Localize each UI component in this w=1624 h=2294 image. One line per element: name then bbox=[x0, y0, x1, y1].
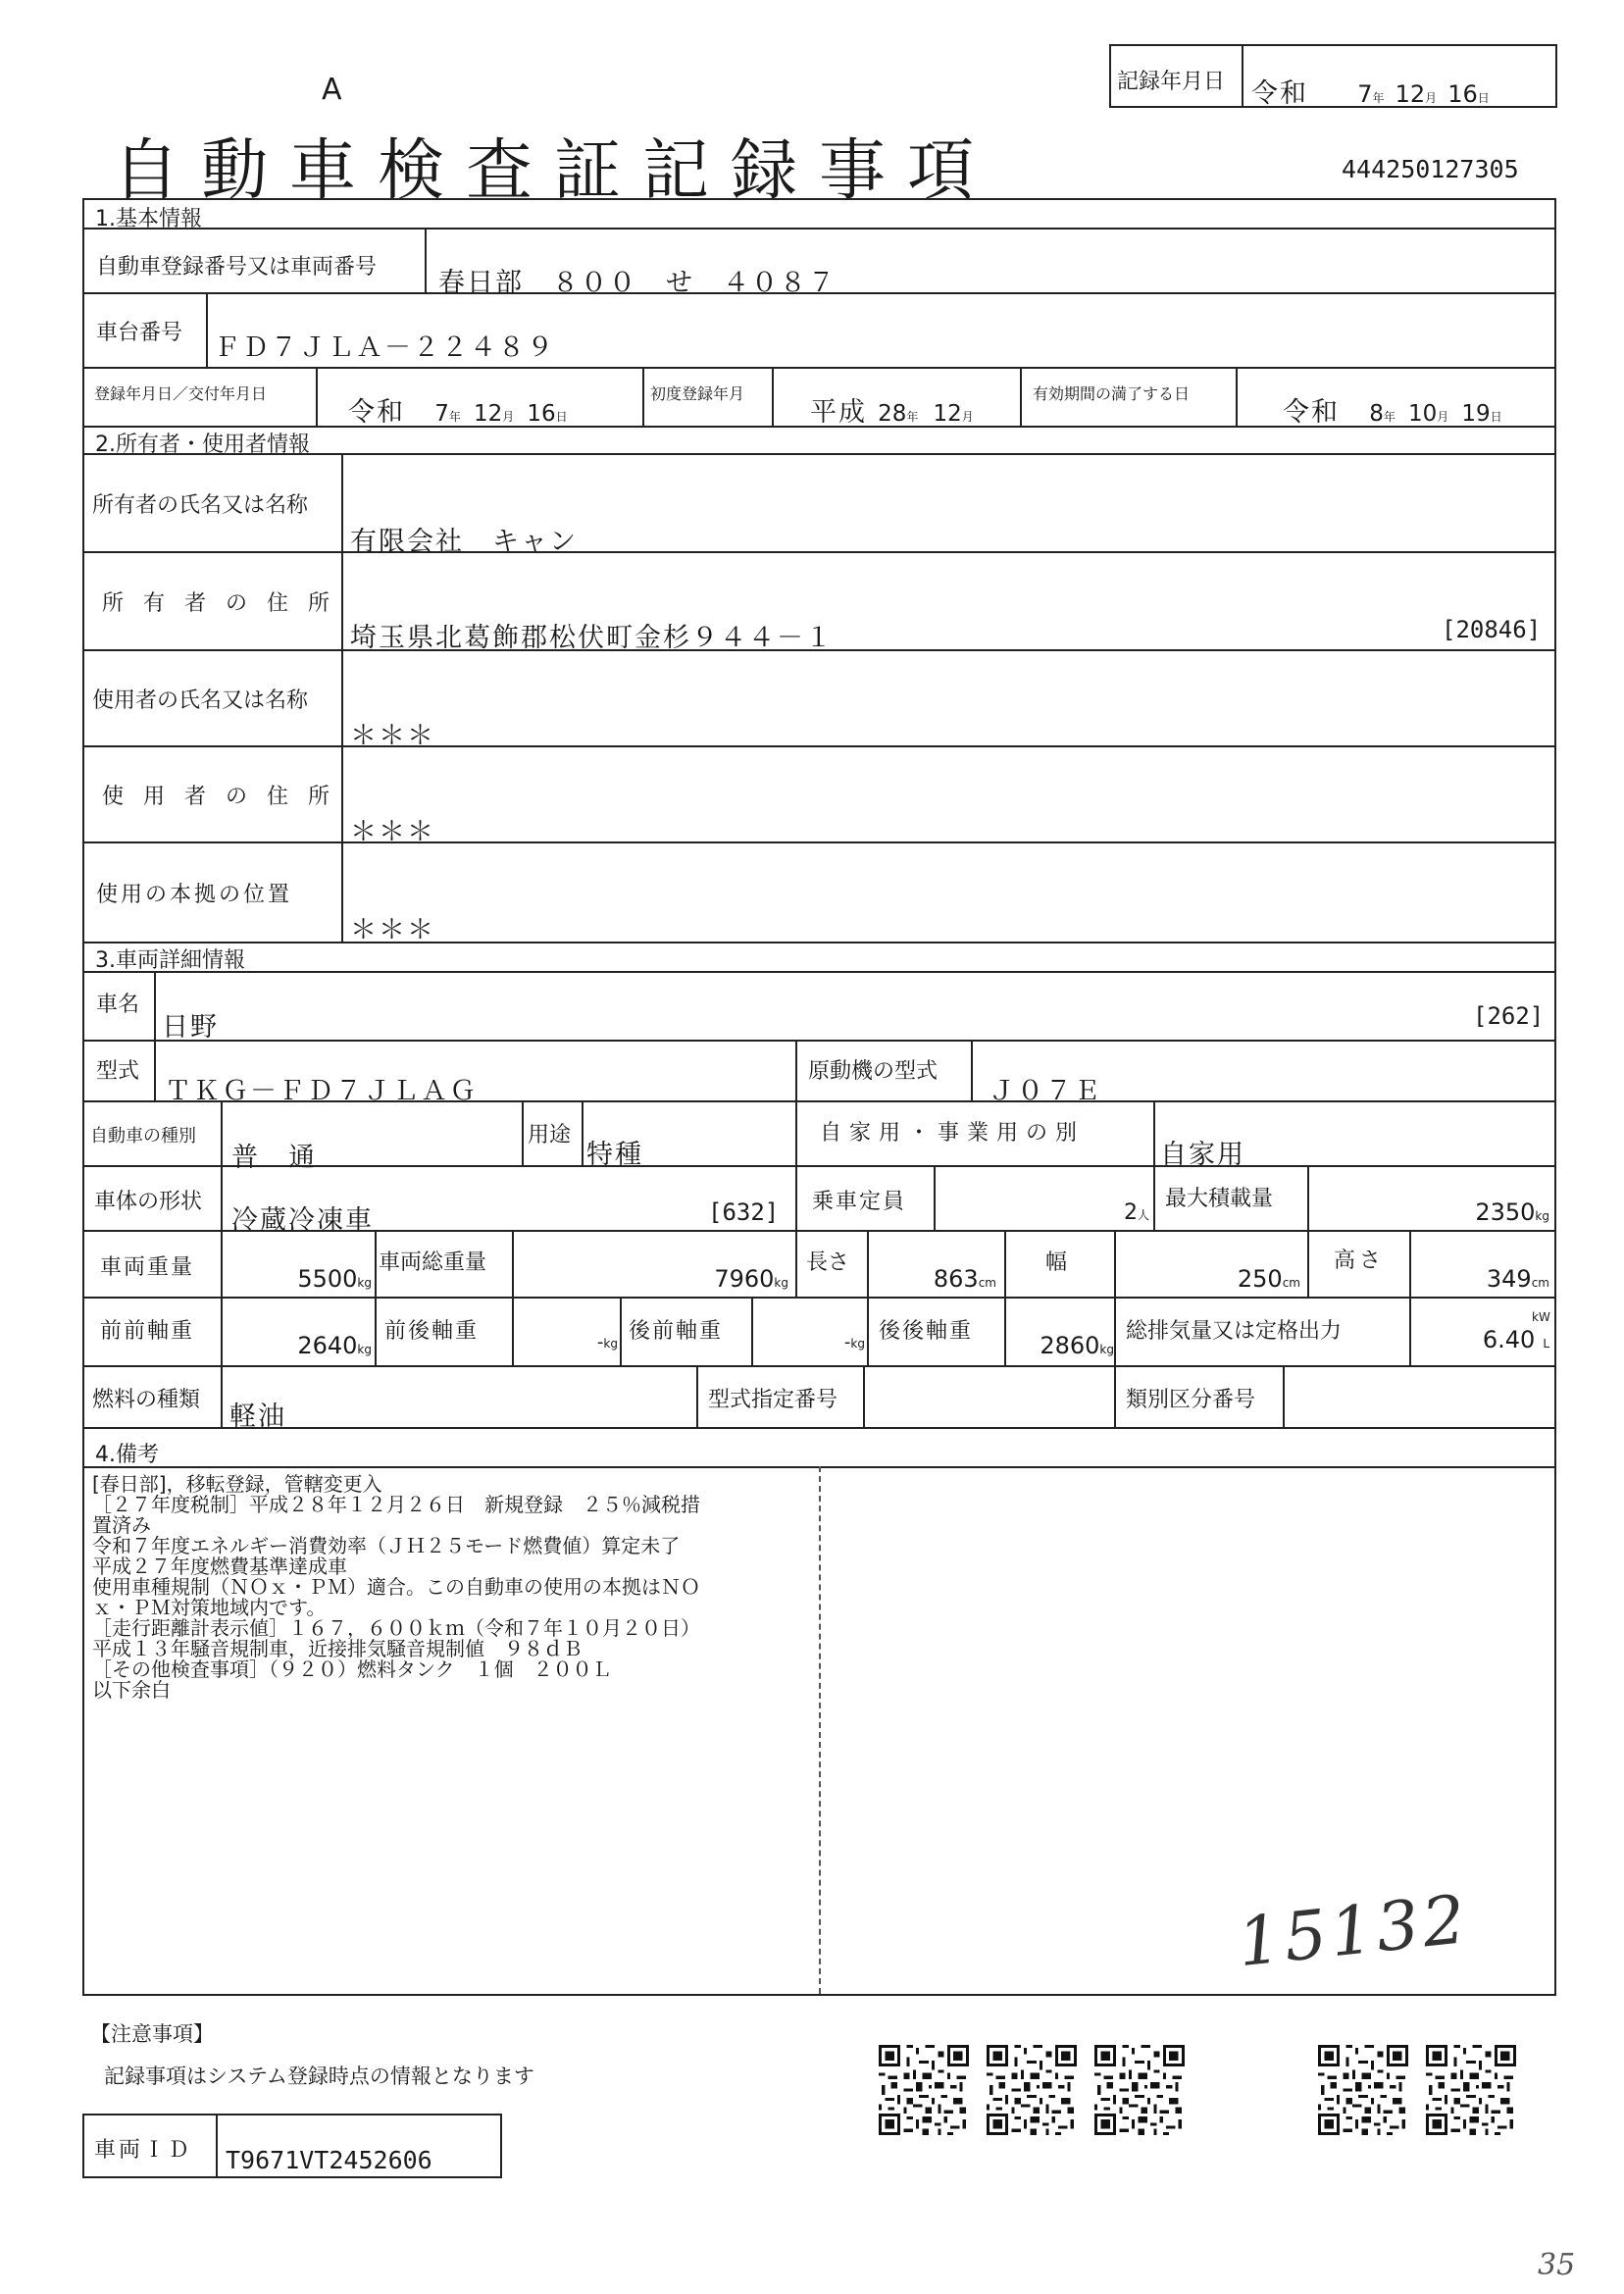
section-owner-title: 2.所有者・使用者情報 bbox=[95, 433, 310, 457]
rf-axle-label: 後前軸重 bbox=[629, 1319, 724, 1344]
vehicle-id-value: T9671VT2452606 bbox=[226, 2146, 432, 2174]
notes-text: 記録事項はシステム登録時点の情報となります bbox=[104, 2065, 534, 2088]
remarks-line: [春日部]，移転登録，管轄変更入 bbox=[92, 1472, 382, 1496]
qr-code-4 bbox=[1318, 2045, 1408, 2135]
section-vehicle-title: 3.車両詳細情報 bbox=[95, 948, 245, 973]
fuel-label: 燃料の種類 bbox=[92, 1388, 201, 1412]
rf-axle-value: -kg bbox=[843, 1332, 865, 1352]
section-remarks-title: 4.備考 bbox=[95, 1443, 159, 1467]
qr-code-5 bbox=[1426, 2045, 1516, 2135]
qr-code-1 bbox=[879, 2045, 969, 2135]
remarks-line: 置済み bbox=[92, 1513, 151, 1537]
weight-label: 車両重量 bbox=[100, 1255, 195, 1280]
width-value: 250cm bbox=[1237, 1265, 1300, 1293]
user-addr-label: 使用者の住所 bbox=[102, 785, 350, 809]
remarks-divider bbox=[819, 1466, 821, 1994]
owner-name-label: 所有者の氏名又は名称 bbox=[92, 493, 309, 518]
purpose-value: 特種 bbox=[586, 1140, 643, 1170]
car-name-value: 日野 bbox=[162, 1012, 219, 1043]
fr-axle-label: 前後軸重 bbox=[384, 1319, 480, 1344]
expiry-label: 有効期間の満了する日 bbox=[1033, 384, 1191, 403]
body-code: [632] bbox=[708, 1198, 780, 1226]
user-addr-value: ＊＊＊ bbox=[350, 817, 435, 847]
private-value: 自家用 bbox=[1160, 1140, 1245, 1170]
section-basic-title: 1.基本情報 bbox=[95, 207, 202, 231]
remarks-line: ［走行距離計表示値］１６７，６００ｋｍ（令和７年１０月２０日） bbox=[92, 1616, 700, 1640]
remarks-line: 平成２７年度燃費基準達成車 bbox=[92, 1555, 347, 1578]
body-label: 車体の形状 bbox=[94, 1190, 203, 1214]
document-title: 自動車検査証記録事項 bbox=[113, 132, 996, 210]
corner-mark: 35 bbox=[1538, 2248, 1576, 2282]
model-label: 型式 bbox=[96, 1059, 140, 1084]
reg-date-value: 令和 7年 12月 16日 bbox=[348, 397, 568, 428]
qr-code-3 bbox=[1094, 2045, 1185, 2135]
ff-axle-value: 2640kg bbox=[297, 1332, 372, 1359]
body-value: 冷蔵冷凍車 bbox=[231, 1205, 374, 1236]
height-value: 349cm bbox=[1486, 1265, 1549, 1293]
length-value: 863cm bbox=[933, 1265, 996, 1293]
owner-addr-value: 埼玉県北葛飾郡松伏町金杉９４４－１ bbox=[350, 623, 834, 653]
length-label: 長さ bbox=[806, 1250, 850, 1275]
rr-axle-label: 後後軸重 bbox=[879, 1319, 974, 1344]
remarks-line: 以下余白 bbox=[92, 1678, 171, 1702]
unit-kw: kW bbox=[1532, 1310, 1550, 1324]
expiry-value: 令和 8年 10月 19日 bbox=[1283, 397, 1502, 428]
kind-label: 自動車の種別 bbox=[90, 1126, 196, 1147]
rr-axle-value: 2860kg bbox=[1040, 1332, 1114, 1359]
document-number: 444250127305 bbox=[1342, 155, 1519, 183]
owner-addr-label: 所有者の住所 bbox=[102, 591, 350, 616]
first-reg-label: 初度登録年月 bbox=[650, 384, 745, 403]
remarks-line: 使用車種規制（ＮＯｘ・ＰＭ）適合。この自動車の使用の本拠はＮＯ bbox=[92, 1575, 700, 1599]
user-name-label: 使用者の氏名又は名称 bbox=[92, 688, 309, 713]
owner-name-value: 有限会社 キャン bbox=[350, 527, 578, 557]
reg-no-value: 春日部 ８００ せ ４０８７ bbox=[438, 268, 837, 298]
remarks-line: ［その他検査事項］（９２０）燃料タンク １個 ２００Ｌ bbox=[92, 1657, 612, 1681]
qr-code-2 bbox=[987, 2045, 1077, 2135]
model-value: ＴＫＧ－ＦＤ７ＪＬＡＧ bbox=[165, 1076, 478, 1106]
chassis-value: ＦＤ７ＪＬＡ－２２４８９ bbox=[214, 332, 555, 363]
remarks-line: 令和７年度エネルギー消費効率（ＪＨ２５モード燃費値）算定未了 bbox=[92, 1534, 681, 1557]
first-reg-value: 平成 28年 12月 bbox=[810, 397, 974, 428]
type-designation-label: 型式指定番号 bbox=[708, 1388, 838, 1412]
vehicle-id-label: 車両ＩＤ bbox=[94, 2138, 193, 2163]
user-name-value: ＊＊＊ bbox=[350, 721, 435, 751]
fr-axle-value: -kg bbox=[596, 1332, 618, 1352]
chassis-label: 車台番号 bbox=[96, 321, 183, 345]
height-label: 高さ bbox=[1334, 1249, 1386, 1273]
displacement-value: 6.40 L bbox=[1482, 1326, 1549, 1353]
form-mark: A bbox=[322, 73, 342, 107]
capacity-value: 2人 bbox=[1123, 1200, 1149, 1225]
remarks-line: ［２７年度税制］平成２８年１２月２６日 新規登録 ２５％減税措 bbox=[92, 1493, 700, 1516]
car-name-code: [262] bbox=[1473, 1002, 1545, 1030]
private-label: 自家用・事業用の別 bbox=[820, 1121, 1086, 1146]
engine-label: 原動機の型式 bbox=[808, 1059, 939, 1084]
ff-axle-label: 前前軸重 bbox=[100, 1319, 195, 1344]
reg-date-label: 登録年月日／交付年月日 bbox=[94, 384, 268, 403]
kind-value: 普 通 bbox=[231, 1143, 317, 1173]
engine-value: Ｊ０７Ｅ bbox=[989, 1076, 1102, 1106]
displacement-label: 総排気量又は定格出力 bbox=[1126, 1319, 1343, 1344]
gross-value: 7960kg bbox=[714, 1265, 788, 1293]
category-label: 類別区分番号 bbox=[1126, 1388, 1256, 1412]
remarks-list bbox=[92, 1474, 700, 1701]
notes-title: 【注意事項】 bbox=[90, 2022, 214, 2046]
record-date-label: 記録年月日 bbox=[1117, 70, 1226, 94]
handwritten-number: 15132 bbox=[1234, 1880, 1473, 1983]
fuel-value: 軽油 bbox=[229, 1402, 286, 1432]
purpose-label: 用途 bbox=[528, 1123, 572, 1147]
base-value: ＊＊＊ bbox=[350, 915, 435, 945]
remarks-line: ｘ・ＰＭ対策地域内です。 bbox=[92, 1596, 327, 1619]
reg-no-label: 自動車登録番号又は車両番号 bbox=[96, 255, 378, 280]
remarks-line: 平成１３年騒音規制車，近接排気騒音規制値 ９８ｄＢ bbox=[92, 1637, 583, 1660]
gross-label: 車両総重量 bbox=[379, 1250, 487, 1275]
car-name-label: 車名 bbox=[96, 993, 140, 1017]
record-date: 令和 7年 12月 16日 bbox=[1251, 78, 1490, 109]
width-label: 幅 bbox=[1045, 1250, 1068, 1275]
capacity-label: 乗車定員 bbox=[812, 1190, 907, 1214]
base-label: 使用の本拠の位置 bbox=[96, 883, 293, 907]
weight-value: 5500kg bbox=[297, 1265, 372, 1293]
max-load-label: 最大積載量 bbox=[1165, 1187, 1274, 1211]
max-load-value: 2350kg bbox=[1475, 1198, 1549, 1226]
owner-addr-code: [20846] bbox=[1442, 616, 1542, 643]
